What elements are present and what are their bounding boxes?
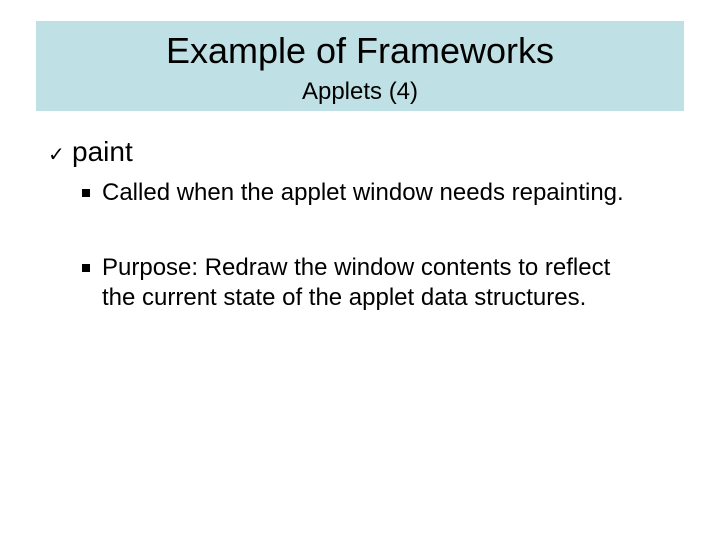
check-icon: ✓ <box>48 142 65 166</box>
slide-subtitle: Applets (4) <box>301 78 419 105</box>
square-bullet-icon <box>78 253 102 283</box>
bullet-level1-label: paint <box>72 136 133 167</box>
square-bullet-icon <box>78 178 102 208</box>
slide-title: Example of Frameworks <box>165 30 555 71</box>
bullet-level1-paint <box>48 135 133 171</box>
sub-bullet-text: Called when the applet window needs repainting. <box>102 179 624 206</box>
sub-bullet-2 <box>78 253 638 313</box>
sub-bullet-1 <box>78 178 638 208</box>
title-banner <box>36 21 684 111</box>
sub-bullet-text: Purpose: Redraw the window contents to reflect the current state of the applet data structures. <box>102 254 611 311</box>
